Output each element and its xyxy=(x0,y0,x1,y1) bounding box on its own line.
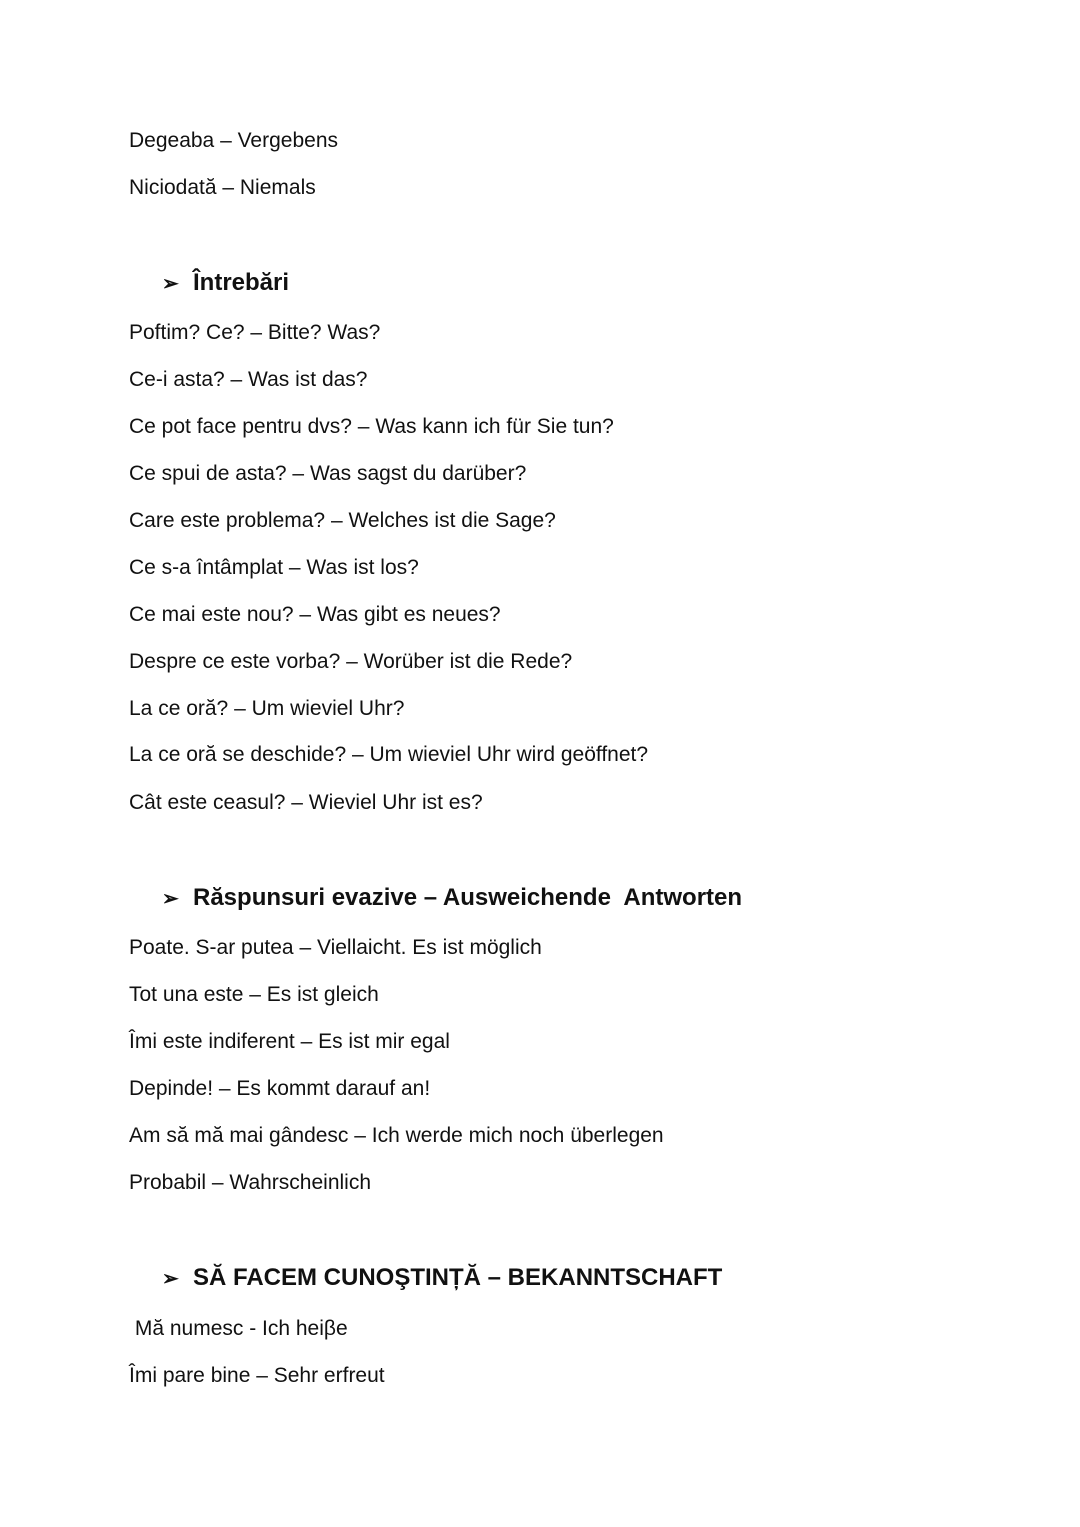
phrase-line: Ce s-a întâmplat – Was ist los? xyxy=(129,556,419,579)
phrase-line: Depinde! – Es kommt darauf an! xyxy=(129,1077,431,1100)
phrase-line: La ce oră se deschide? – Um wieviel Uhr wird geöffnet? xyxy=(129,743,649,766)
phrase-line: Ce pot face pentru dvs? – Was kann ich für Sie tun? xyxy=(129,415,614,438)
phrase-line: Cât este ceasul? – Wieviel Uhr ist es? xyxy=(129,791,483,814)
section-title: Întrebări xyxy=(193,269,290,296)
phrase-line: Tot una este – Es ist gleich xyxy=(129,983,379,1006)
section-heading-cunostinta xyxy=(162,1263,722,1294)
phrase-line: Care este problema? – Welches ist die Sage? xyxy=(129,509,556,532)
phrase-line: Poftim? Ce? – Bitte? Was? xyxy=(129,321,381,344)
arrow-bullet-icon: ➢ xyxy=(162,273,179,295)
section-title: Răspunsuri evazive – Ausweichende Antworten xyxy=(193,884,743,911)
phrase-line: Mă numesc - Ich heiβe xyxy=(129,1317,348,1340)
phrase-line: Îmi pare bine – Sehr erfreut xyxy=(129,1364,385,1387)
phrase-line: Ce mai este nou? – Was gibt es neues? xyxy=(129,603,501,626)
section-title: SĂ FACEM CUNOŞTINȚĂ – BEKANNTSCHAFT xyxy=(193,1264,723,1291)
phrase-line: Probabil – Wahrscheinlich xyxy=(129,1171,372,1194)
section-heading-raspunsuri xyxy=(162,883,742,914)
section-heading-intrebari xyxy=(162,268,289,299)
phrase-line: Îmi este indiferent – Es ist mir egal xyxy=(129,1030,450,1053)
phrase-line: Degeaba – Vergebens xyxy=(129,129,339,152)
phrase-line: Niciodată – Niemals xyxy=(129,176,316,199)
phrase-line: Ce-i asta? – Was ist das? xyxy=(129,368,368,391)
phrase-line: Poate. S-ar putea – Viellaicht. Es ist möglich xyxy=(129,936,542,959)
phrase-line: Am să mă mai gândesc – Ich werde mich noch überlegen xyxy=(129,1124,664,1147)
arrow-bullet-icon: ➢ xyxy=(162,1268,179,1290)
arrow-bullet-icon: ➢ xyxy=(162,888,179,910)
phrase-line: Despre ce este vorba? – Worüber ist die Rede? xyxy=(129,650,573,673)
phrase-line: Ce spui de asta? – Was sagst du darüber? xyxy=(129,462,527,485)
phrase-line: La ce oră? – Um wieviel Uhr? xyxy=(129,697,405,720)
